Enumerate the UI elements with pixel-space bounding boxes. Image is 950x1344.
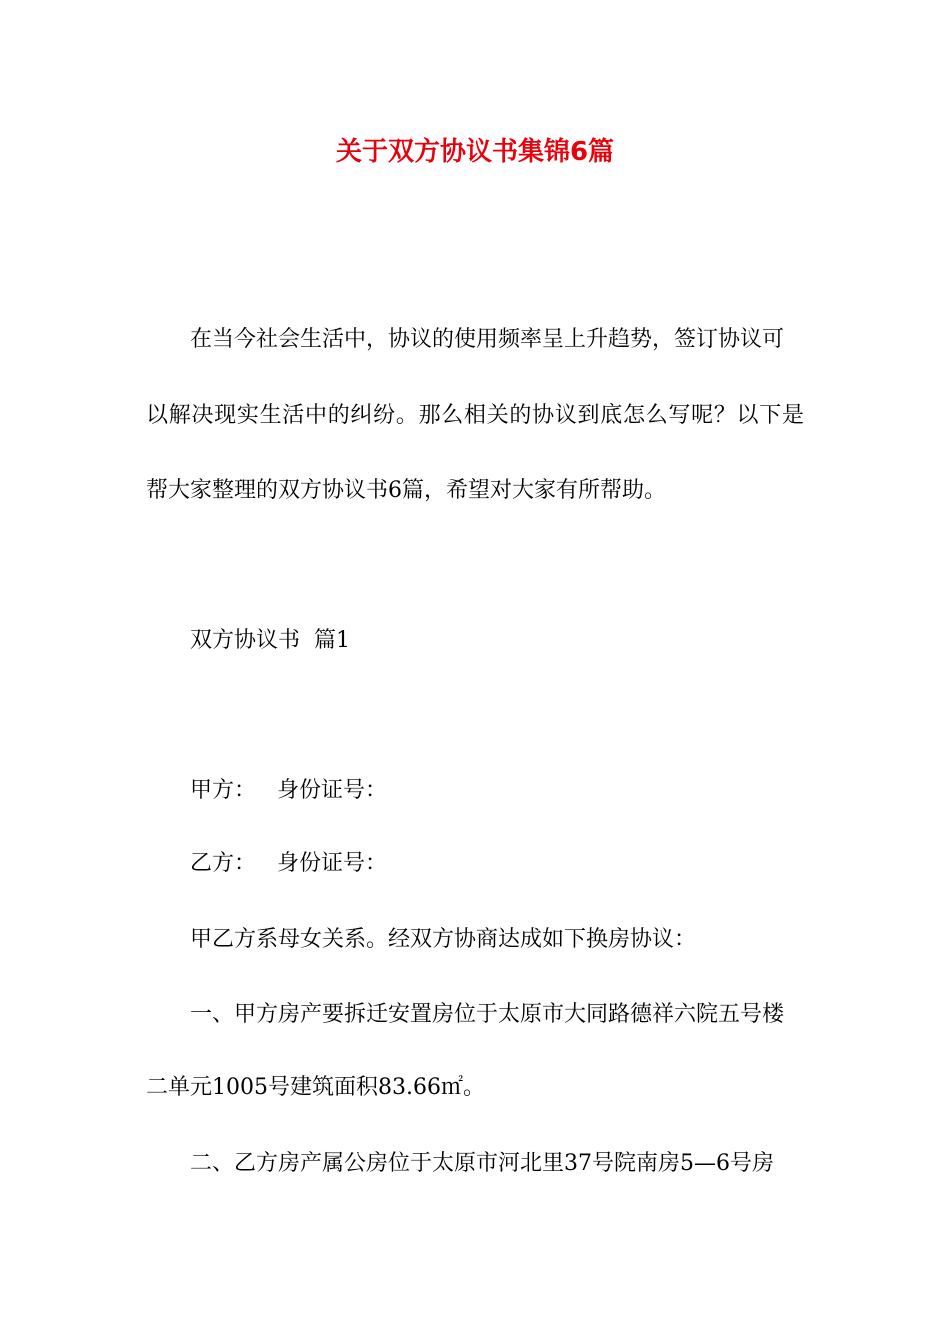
party-a-line: 甲方： 身份证号：	[190, 778, 387, 803]
clause-1-line-2: 二单元1005号建筑面积83.66㎡。	[146, 1075, 485, 1100]
document-title: 关于双方协议书集锦6篇	[335, 137, 615, 167]
intro-line-2: 以解决现实生活中的纠纷。那么相关的协议到底怎么写呢？以下是	[146, 403, 804, 428]
intro-line-1: 在当今社会生活中，协议的使用频率呈上升趋势，签订协议可	[190, 327, 785, 352]
intro-line-3: 帮大家整理的双方协议书6篇，希望对大家有所帮助。	[146, 478, 666, 503]
relation-line: 甲乙方系母女关系。经双方协商达成如下换房协议：	[190, 927, 697, 952]
section-heading: 双方协议书 篇1	[190, 628, 350, 653]
party-b-line: 乙方： 身份证号：	[190, 851, 387, 876]
clause-2-line-1: 二、乙方房产属公房位于太原市河北里37号院南房5—6号房	[190, 1151, 774, 1176]
clause-1-line-1: 一、甲方房产要拆迁安置房位于太原市大同路德祥六院五号楼	[190, 1002, 785, 1027]
